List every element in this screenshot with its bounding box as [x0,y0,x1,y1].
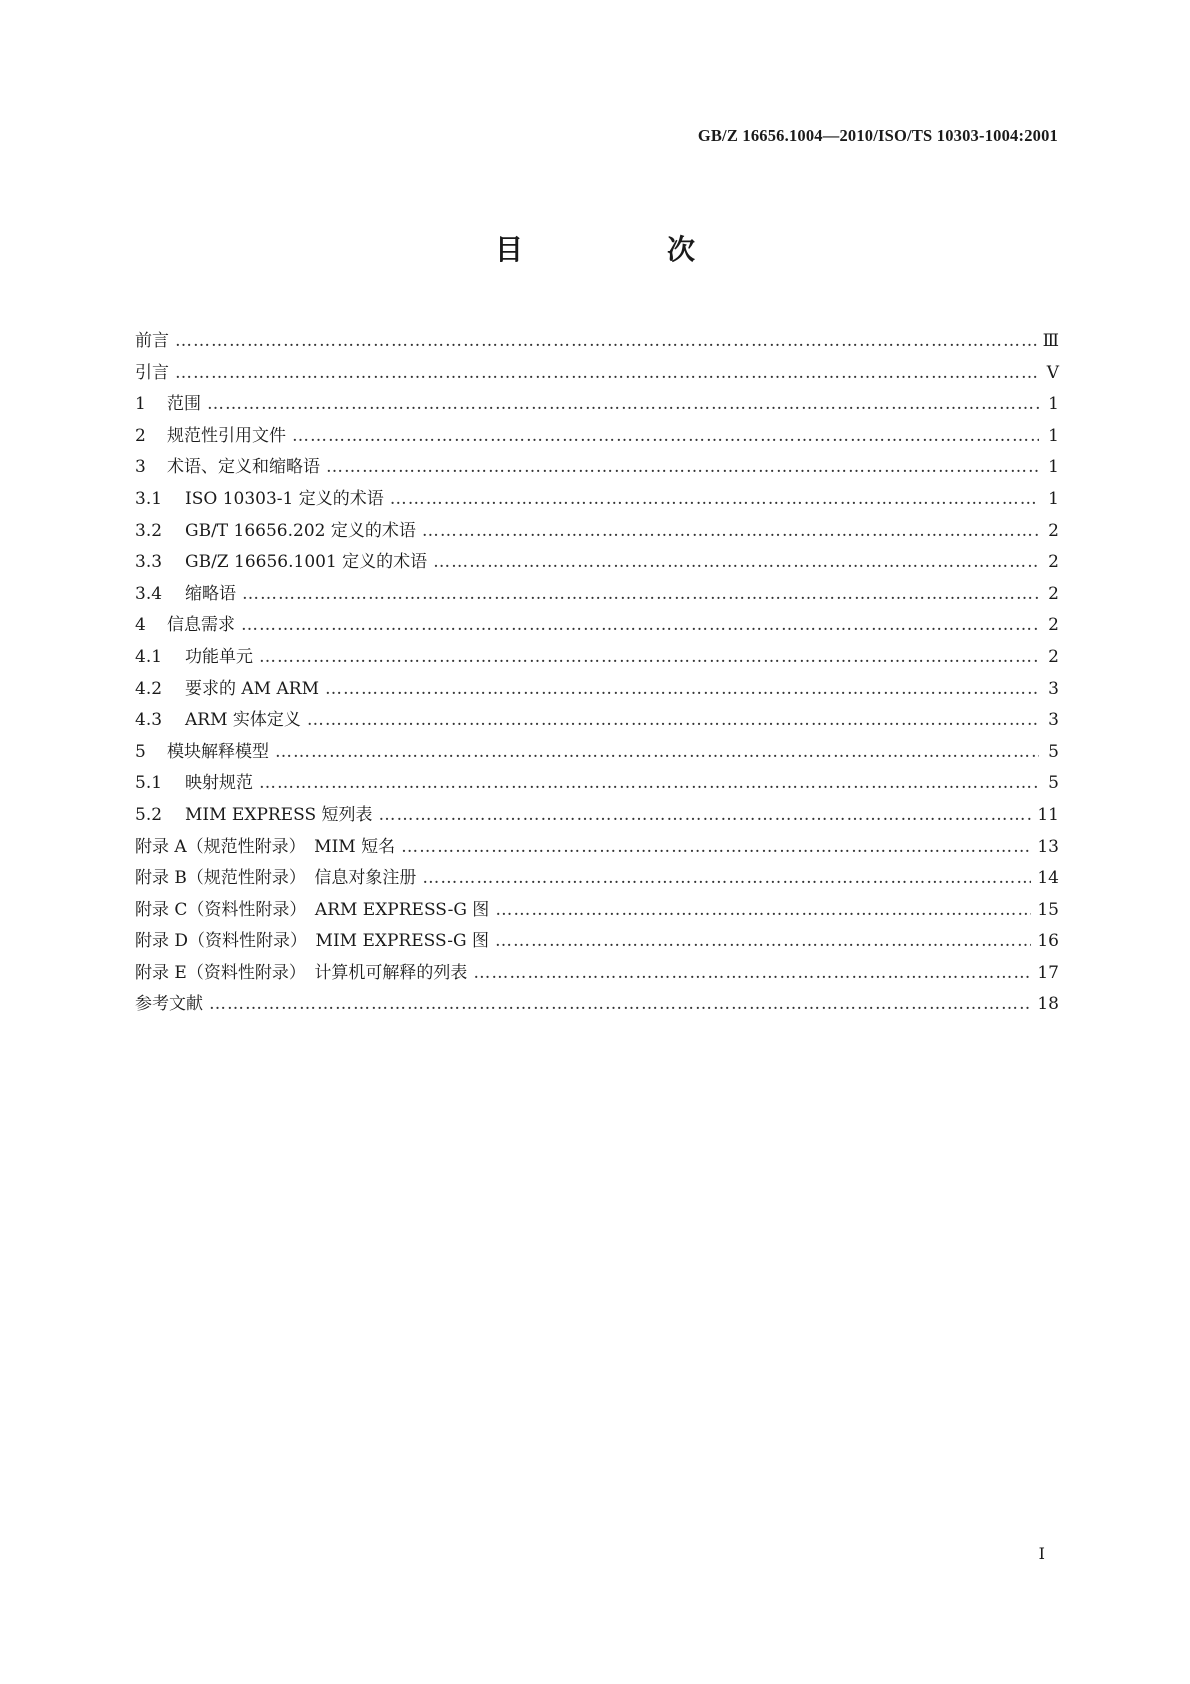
toc-entry-number: 3.4 [135,583,163,604]
toc-entry-number: 4.2 [135,678,163,699]
toc-entry-label: 映射规范 [185,773,253,794]
toc-entry[interactable] [135,326,1059,358]
toc-entry[interactable] [135,989,1059,1021]
toc-dot-leader [259,773,1039,793]
toc-dot-leader [495,900,1031,920]
toc-entry-label: ISO 10303-1 定义的术语 [185,488,384,509]
toc-entry-page: Ⅲ [1042,331,1059,351]
toc-dot-leader [292,426,1039,446]
page-number: Ⅰ [1038,1544,1045,1563]
toc-entry-label: 附录 D（资料性附录） MIM EXPRESS-G 图 [135,931,489,952]
toc-entry[interactable] [135,895,1059,927]
toc-entry-label: 要求的 AM ARM [185,678,319,699]
toc-entry-number: 2 [135,425,146,446]
toc-entry-page: 18 [1037,994,1059,1015]
toc-entry-number: 5.2 [135,804,163,825]
toc-entry-number: 3.3 [135,552,163,573]
toc-entry-page: 2 [1048,552,1059,573]
toc-entry[interactable] [135,768,1059,800]
toc-entry-page: 1 [1048,457,1059,478]
toc-entry-page: 5 [1048,741,1059,762]
toc-entry-number: 4 [135,615,146,636]
toc-entry[interactable] [135,452,1059,484]
toc-entry[interactable] [135,863,1059,895]
toc-dot-leader [422,521,1039,541]
toc-dot-leader [390,489,1039,509]
toc-dot-leader [379,805,1032,825]
toc-entry[interactable] [135,389,1059,421]
toc-entry-page: 15 [1037,899,1059,920]
toc-entry[interactable] [135,516,1059,548]
toc-entry-label: ARM 实体定义 [185,710,301,731]
toc-entry[interactable] [135,579,1059,611]
toc-entry-number: 5 [135,741,146,762]
toc-entry-label: 附录 C（资料性附录） ARM EXPRESS-G 图 [135,899,490,920]
toc-dot-leader [422,868,1031,888]
toc-entry-page: 1 [1048,425,1059,446]
toc-entry-page: 2 [1048,583,1059,604]
toc-entry[interactable] [135,832,1059,864]
toc-entry[interactable] [135,926,1059,958]
toc-entry[interactable] [135,958,1059,990]
document-code: GB/Z 16656.1004—2010/ISO/TS 10303-1004:2001 [697,126,1058,145]
toc-entry-page: 11 [1037,804,1059,825]
table-of-contents [135,326,1059,1021]
toc-dot-leader [401,837,1031,857]
toc-entry-page: 2 [1048,646,1059,667]
toc-entry-label: GB/Z 16656.1001 定义的术语 [185,552,428,573]
toc-entry-label: 附录 E（资料性附录） 计算机可解释的列表 [135,962,468,983]
toc-dot-leader [325,679,1039,699]
toc-title: 目 次 [494,233,753,266]
toc-entry-page: 3 [1048,710,1059,731]
toc-entry-page: 2 [1048,520,1059,541]
toc-dot-leader [495,931,1031,951]
toc-entry[interactable] [135,800,1059,832]
toc-entry-label: 模块解释模型 [167,741,269,762]
toc-entry-label: 功能单元 [185,646,253,667]
toc-dot-leader [275,742,1039,762]
toc-dot-leader [209,994,1031,1014]
toc-entry[interactable] [135,358,1059,390]
toc-dot-leader [307,710,1039,730]
toc-entry-number: 4.3 [135,710,163,731]
toc-entry-page: 1 [1048,394,1059,415]
toc-entry-number: 3.2 [135,520,163,541]
toc-entry-page: Ⅴ [1046,362,1059,383]
toc-dot-leader [175,331,1037,351]
toc-entry-label: 信息需求 [167,615,235,636]
toc-entry-label: 附录 B（规范性附录） 信息对象注册 [135,868,417,889]
toc-entry-label: 缩略语 [185,583,236,604]
toc-dot-leader [242,584,1039,604]
toc-entry-number: 4.1 [135,646,163,667]
toc-entry-number: 3.1 [135,488,163,509]
toc-entry[interactable] [135,484,1059,516]
toc-entry[interactable] [135,737,1059,769]
toc-dot-leader [207,394,1039,414]
toc-dot-leader [326,457,1039,477]
toc-dot-leader [241,615,1039,635]
toc-dot-leader [175,363,1039,383]
toc-dot-leader [259,647,1039,667]
toc-entry-label: 引言 [135,362,169,383]
toc-entry-page: 16 [1037,931,1059,952]
toc-entry-page: 5 [1048,773,1059,794]
toc-entry-page: 13 [1037,836,1059,857]
toc-entry-label: 附录 A（规范性附录） MIM 短名 [135,836,396,857]
toc-entry[interactable] [135,674,1059,706]
toc-entry-label: 规范性引用文件 [167,425,286,446]
toc-entry-page: 1 [1048,488,1059,509]
toc-entry-label: 参考文献 [135,994,203,1015]
toc-entry[interactable] [135,547,1059,579]
toc-entry-label: MIM EXPRESS 短列表 [185,804,373,825]
toc-entry-label: 前言 [135,331,169,351]
toc-entry-page: 17 [1037,962,1059,983]
toc-entry-page: 14 [1037,868,1059,889]
toc-entry[interactable] [135,610,1059,642]
toc-entry-label: 范围 [167,394,201,415]
toc-entry-label: GB/T 16656.202 定义的术语 [185,520,416,541]
toc-entry-number: 3 [135,457,146,478]
toc-dot-leader [473,963,1031,983]
toc-entry-number: 5.1 [135,773,163,794]
toc-entry-page: 3 [1048,678,1059,699]
toc-entry-number: 1 [135,394,146,415]
toc-entry[interactable] [135,705,1059,737]
toc-dot-leader [433,552,1039,572]
toc-entry-page: 2 [1048,615,1059,636]
toc-entry[interactable] [135,421,1059,453]
toc-entry[interactable] [135,642,1059,674]
toc-entry-label: 术语、定义和缩略语 [167,457,320,478]
